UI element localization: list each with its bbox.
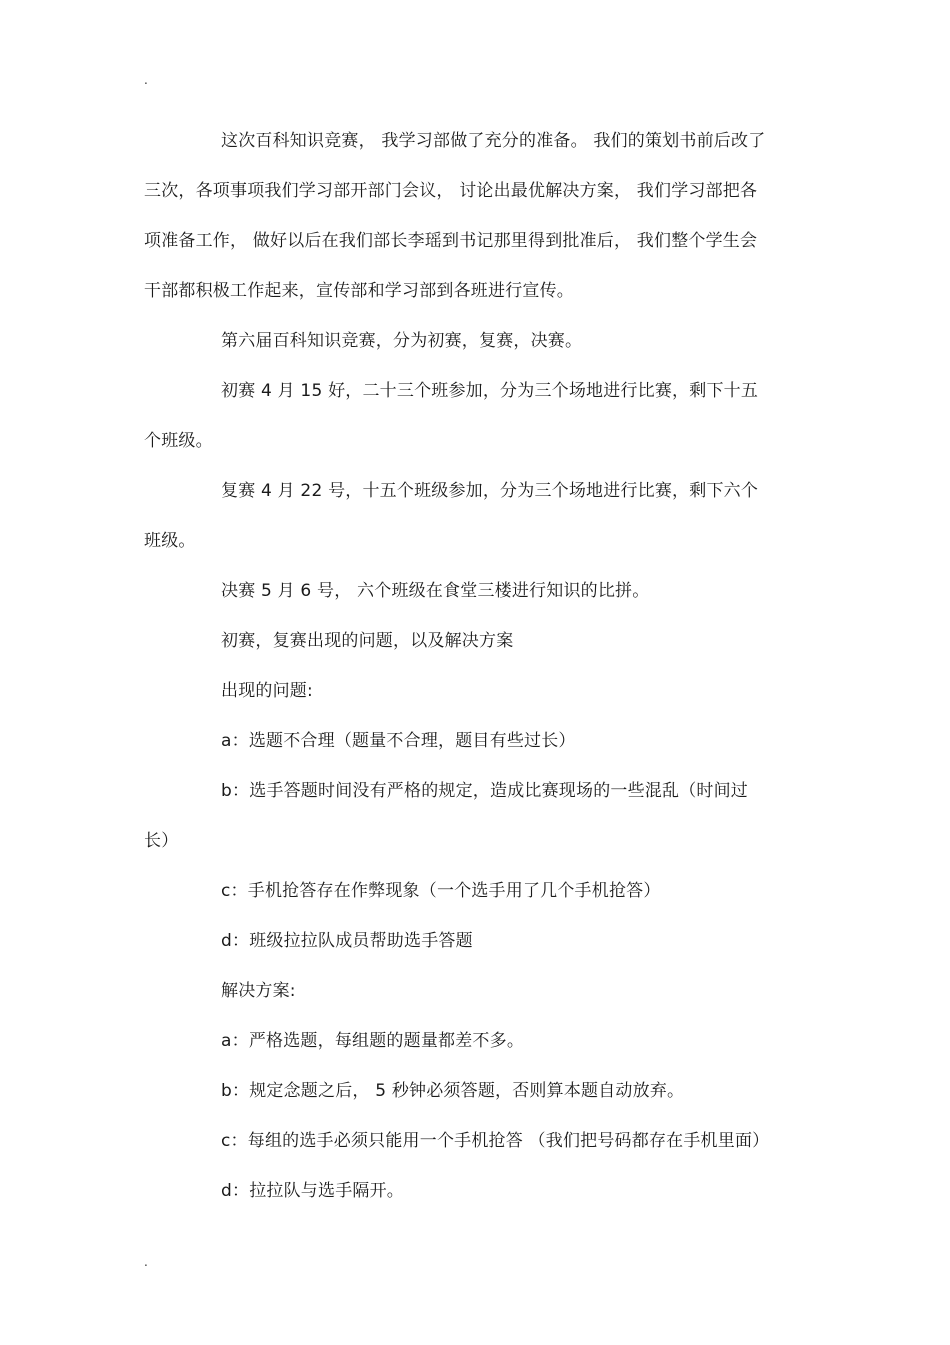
solution-item: d：拉拉队与选手隔开。 <box>221 1181 404 1201</box>
problem-item-continuation: 长） <box>144 831 179 851</box>
solution-item: b：规定念题之后， 5 秒钟必须答题，否则算本题自动放弃。 <box>221 1081 685 1101</box>
paragraph-line: 个班级。 <box>144 431 213 451</box>
footer-mark: . <box>144 1255 148 1269</box>
solution-item: a：严格选题，每组题的题量都差不多。 <box>221 1031 525 1051</box>
paragraph-line: 这次百科知识竞赛， 我学习部做了充分的准备。 我们的策划书前后改了 <box>221 131 766 151</box>
paragraph-line: 复赛 4 月 22 号，十五个班级参加，分为三个场地进行比赛，剩下六个 <box>221 481 759 501</box>
problem-item: b：选手答题时间没有严格的规定，造成比赛现场的一些混乱（时间过 <box>221 781 748 801</box>
problem-item: a：选题不合理（题量不合理，题目有些过长） <box>221 731 576 751</box>
problem-item: d：班级拉拉队成员帮助选手答题 <box>221 931 473 951</box>
paragraph-line: 班级。 <box>144 531 196 551</box>
paragraph-line: 初赛 4 月 15 好，二十三个班参加，分为三个场地进行比赛，剩下十五 <box>221 381 759 401</box>
paragraph-line: 第六届百科知识竞赛，分为初赛，复赛，决赛。 <box>221 331 583 351</box>
header-mark: . <box>144 73 148 87</box>
section-heading: 初赛，复赛出现的问题，以及解决方案 <box>221 631 514 651</box>
solution-item: c：每组的选手必须只能用一个手机抢答 （我们把号码都存在手机里面） <box>221 1131 770 1151</box>
solutions-heading: 解决方案: <box>221 981 296 1001</box>
paragraph-line: 决赛 5 月 6 号， 六个班级在食堂三楼进行知识的比拼。 <box>221 581 650 601</box>
paragraph-line: 三次，各项事项我们学习部开部门会议， 讨论出最优解决方案， 我们学习部把各 <box>144 181 758 201</box>
paragraph-line: 项准备工作， 做好以后在我们部长李瑶到书记那里得到批准后， 我们整个学生会 <box>144 231 758 251</box>
paragraph-line: 干部都积极工作起来，宣传部和学习部到各班进行宣传。 <box>144 281 574 301</box>
problems-heading: 出现的问题: <box>221 681 313 701</box>
problem-item: c：手机抢答存在作弊现象（一个选手用了几个手机抢答） <box>221 881 661 901</box>
